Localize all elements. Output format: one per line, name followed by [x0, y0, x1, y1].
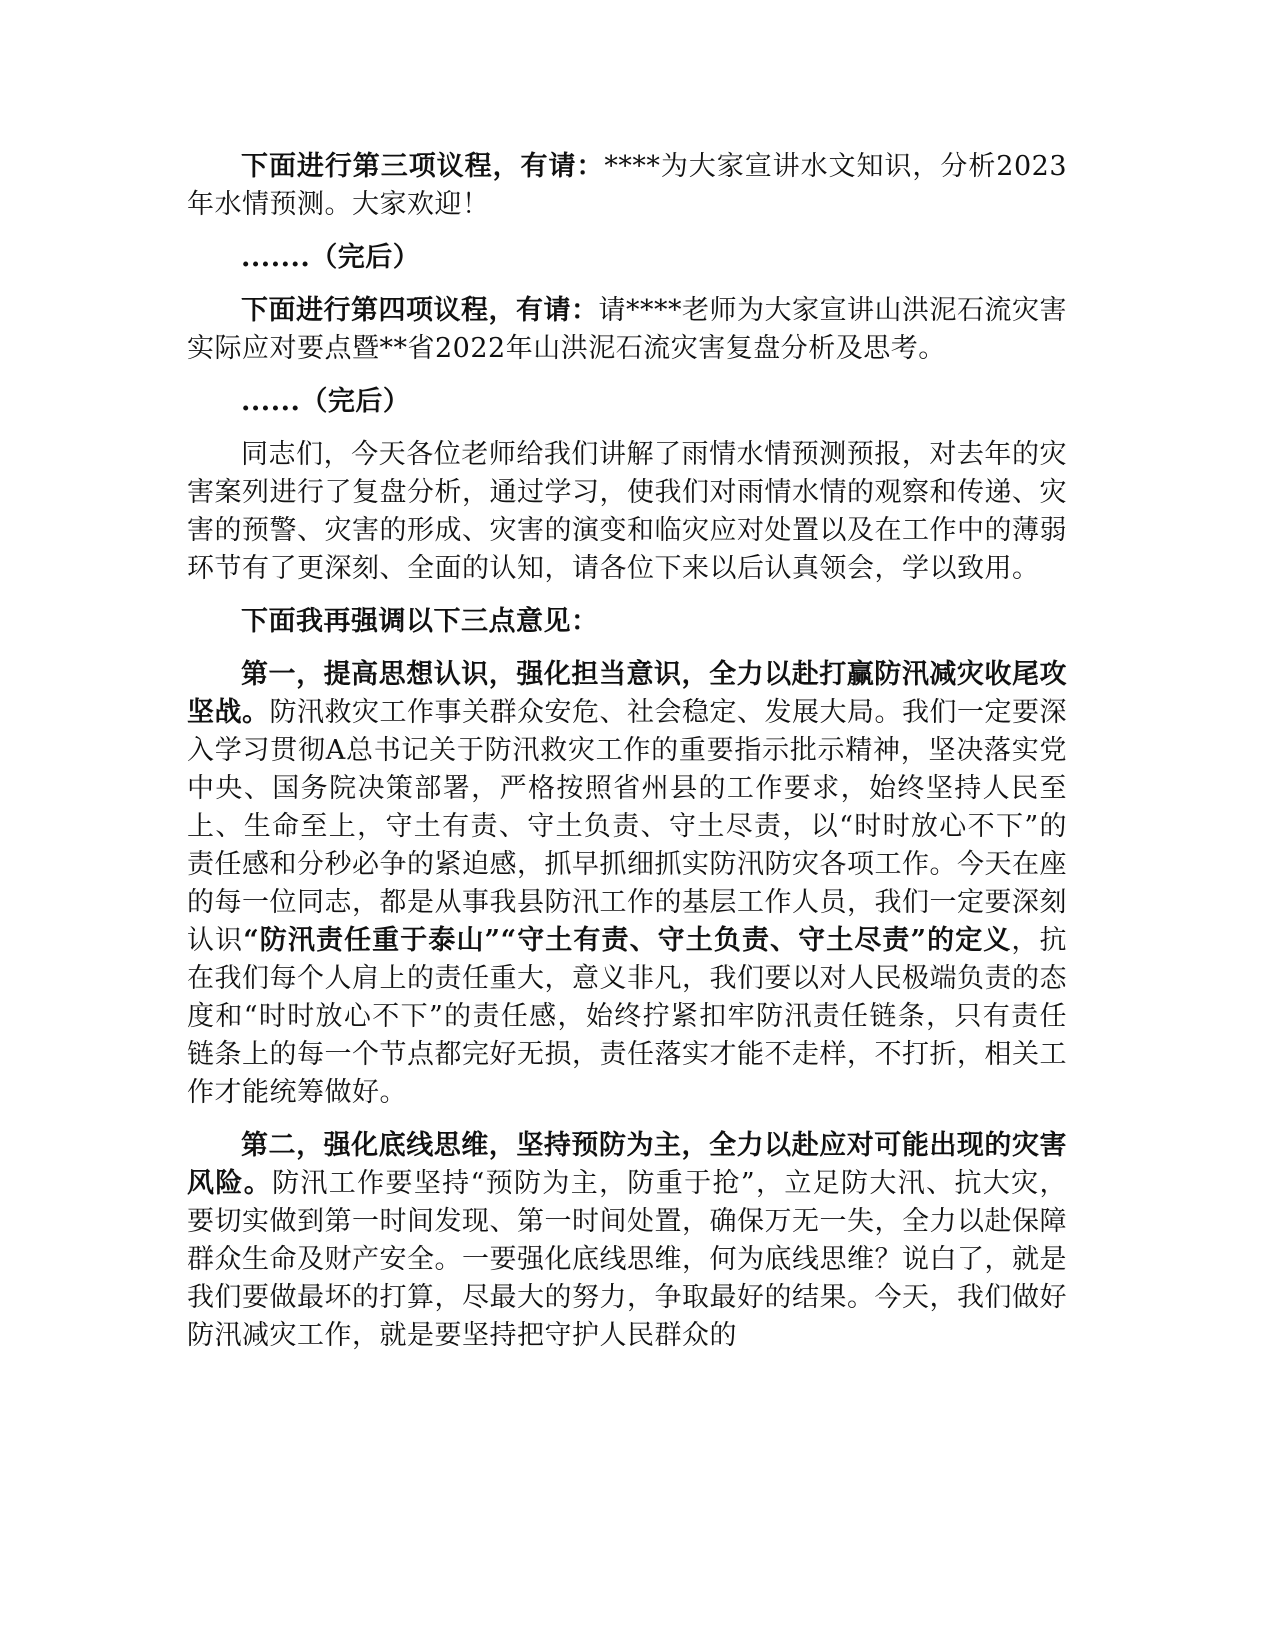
paragraph-text: 请****老师为大家宣讲山洪泥石流灾害实际应对要点暨**省2022年山洪泥石流灾害复盘分析及思考。	[187, 295, 1067, 364]
paragraph-summary	[187, 436, 1067, 588]
paragraph-three-points-intro	[187, 603, 1067, 641]
paragraph-text: ......（完后）	[241, 386, 411, 417]
paragraph-lead: 下面进行第三项议程，有请：	[241, 151, 605, 182]
paragraph-lead: 第二，强化底线思维，坚持预防为主，全力以赴应对可能出现的灾害风险。	[187, 1130, 1067, 1199]
paragraph-done-2	[187, 383, 1067, 421]
document-body	[187, 148, 1067, 1370]
paragraph-agenda-4	[187, 292, 1067, 368]
paragraph-text: ****为大家宣讲水文知识，分析2023年水情预测。大家欢迎！	[187, 151, 1067, 220]
paragraph-lead: 第一，提高思想认识，强化担当意识，全力以赴打赢防汛减灾收尾攻坚战。	[187, 659, 1067, 728]
paragraph-text: 防汛工作要坚持“预防为主，防重于抢”，立足防大汛、抗大灾，要切实做到第一时间发现、第一时间处置，确保万无一失，全力以赴保障群众生命及财产安全。一要强化底线思维，何为底线思维？说白了，就是我们要做最坏的打算，尽最大的努力，争取最好的结果。今天，我们做好防汛减灾工作，就是要坚持把守护人民群众的	[187, 1168, 1068, 1351]
paragraph-point-2	[187, 1127, 1067, 1355]
paragraph-point-1	[187, 656, 1067, 1112]
paragraph-lead: 下面进行第四项议程，有请：	[241, 295, 599, 326]
paragraph-text: 防汛救灾工作事关群众安危、社会稳定、发展大局。我们一定要深入学习贯彻A总书记关于防汛救灾工作的重要指示批示精神，坚决落实党中央、国务院决策部署，严格按照省州县的工作要求，始终坚持人民至上、生命至上，守土有责、守土负责、守土尽责，以“时时放心不下”的责任感和分秒必争的紧迫感，抓早抓细抓实防汛防灾各项工作。今天在座的每一位同志，都是从事我县防汛工作的基层工作人员，我们一定要深刻认识	[187, 697, 1067, 956]
paragraph-emphasis: “防汛责任重于泰山”“守土有责、守土负责、守土尽责”的定义	[243, 925, 1012, 956]
paragraph-done-1	[187, 239, 1067, 277]
paragraph-text: 下面我再强调以下三点意见：	[241, 606, 599, 637]
paragraph-text: 同志们，今天各位老师给我们讲解了雨情水情预测预报，对去年的灾害案列进行了复盘分析，通过学习，使我们对雨情水情的观察和传递、灾害的预警、灾害的形成、灾害的演变和临灾应对处置以及在工作中的薄弱环节有了更深刻、全面的认知，请各位下来以后认真领会，学以致用。	[187, 439, 1067, 584]
paragraph-agenda-3	[187, 148, 1067, 224]
paragraph-text: .......（完后）	[241, 242, 421, 273]
paragraph-text: ，抗在我们每个人肩上的责任重大，意义非凡，我们要以对人民极端负责的态度和“时时放心不下”的责任感，始终拧紧扣牢防汛责任链条，只有责任链条上的每一个节点都完好无损，责任落实才能不走样，不打折，相关工作才能统筹做好。	[187, 925, 1067, 1108]
